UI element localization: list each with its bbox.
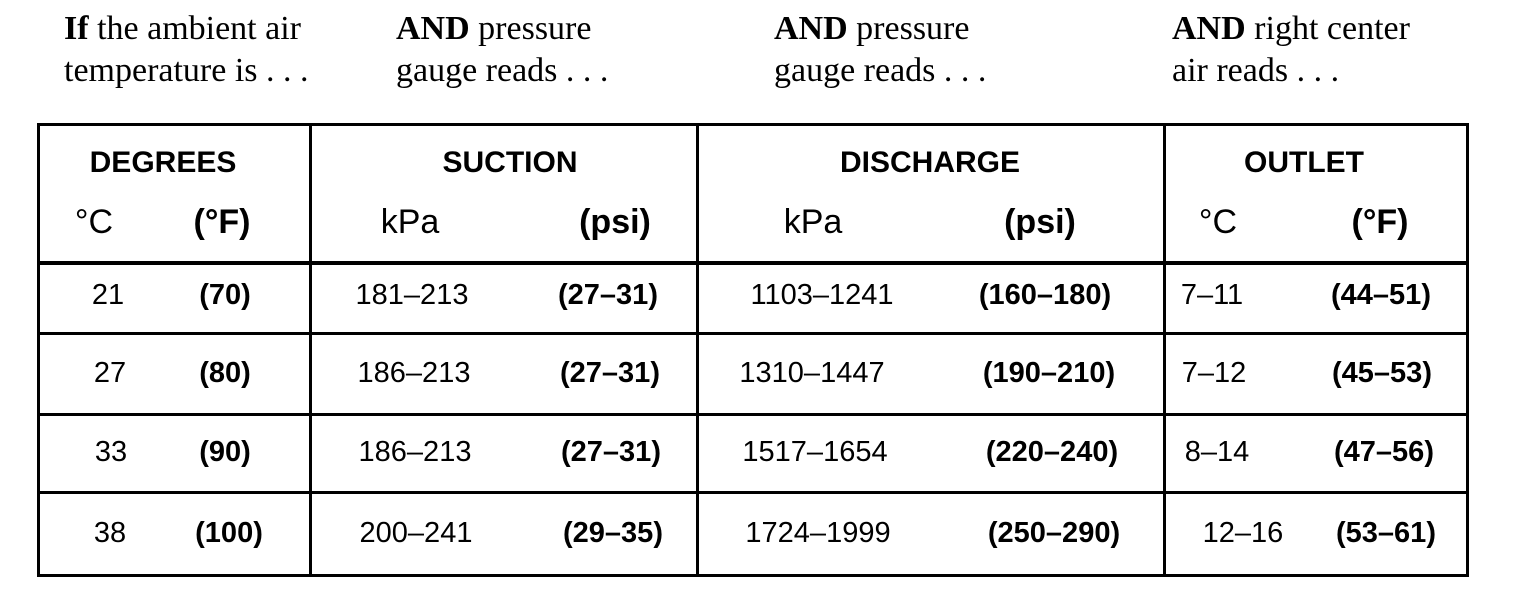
table-cell: (45–53) xyxy=(1332,357,1432,389)
caption-text: pressure xyxy=(469,10,592,47)
table-cell: 1103–1241 xyxy=(750,279,894,311)
caption-outlet-air xyxy=(1172,8,1410,92)
column-divider xyxy=(309,123,312,577)
table-cell: (29–35) xyxy=(563,517,663,549)
table-cell: 1517–1654 xyxy=(742,436,888,468)
table-cell: 7–11 xyxy=(1180,279,1244,311)
header-outlet: OUTLET xyxy=(1244,146,1364,179)
caption-suction-pressure xyxy=(396,8,608,92)
unit-celsius: °C xyxy=(1198,203,1238,241)
table-cell: (250–290) xyxy=(987,517,1121,549)
unit-psi: (psi) xyxy=(1004,203,1076,241)
table-cell: (27–31) xyxy=(560,357,660,389)
unit-celsius: °C xyxy=(74,203,114,241)
row-divider xyxy=(37,332,1469,335)
table-cell: 21 xyxy=(91,279,125,311)
caption-text: gauge reads . . . xyxy=(774,52,987,89)
header-discharge: DISCHARGE xyxy=(839,146,1021,179)
table-cell: (70) xyxy=(199,279,251,311)
unit-kpa: kPa xyxy=(783,203,843,241)
unit-fahrenheit: (°F) xyxy=(193,203,251,241)
header-degrees: DEGREES xyxy=(89,146,237,179)
caption-text: air reads . . . xyxy=(1172,52,1340,89)
table-cell: 186–213 xyxy=(357,357,471,389)
table-cell: (80) xyxy=(199,357,251,389)
caption-lead: AND xyxy=(396,10,470,47)
table-cell: 200–241 xyxy=(359,517,473,549)
table-cell: (220–240) xyxy=(985,436,1119,468)
table-cell: (27–31) xyxy=(558,279,658,311)
table-cell: 1310–1447 xyxy=(739,357,885,389)
column-divider xyxy=(1163,123,1166,577)
table-cell: (90) xyxy=(199,436,251,468)
table-cell: 1724–1999 xyxy=(745,517,891,549)
caption-lead: If xyxy=(64,10,89,47)
caption-text: temperature is . . . xyxy=(64,52,309,89)
header-suction: SUCTION xyxy=(442,146,578,179)
caption-text: the ambient air xyxy=(88,10,301,47)
table-cell: 12–16 xyxy=(1202,517,1284,549)
unit-kpa: kPa xyxy=(380,203,440,241)
table-cell: (47–56) xyxy=(1334,436,1434,468)
table-cell: 181–213 xyxy=(355,279,469,311)
table-cell: 186–213 xyxy=(358,436,472,468)
caption-discharge-pressure xyxy=(774,8,986,92)
table-cell: (27–31) xyxy=(561,436,661,468)
table-cell: 27 xyxy=(93,357,127,389)
row-divider xyxy=(37,413,1469,416)
performance-table xyxy=(37,123,1469,577)
table-cell: 38 xyxy=(93,517,127,549)
table-cell: 7–12 xyxy=(1181,357,1247,389)
caption-lead: AND xyxy=(1172,10,1246,47)
caption-text: right center xyxy=(1245,10,1410,47)
caption-lead: AND xyxy=(774,10,848,47)
caption-text: pressure xyxy=(847,10,970,47)
table-cell: (44–51) xyxy=(1331,279,1431,311)
table-cell: (53–61) xyxy=(1336,517,1436,549)
table-cell: 8–14 xyxy=(1184,436,1250,468)
unit-fahrenheit: (°F) xyxy=(1351,203,1409,241)
table-cell: (100) xyxy=(195,517,263,549)
column-divider xyxy=(696,123,699,577)
caption-text: gauge reads . . . xyxy=(396,52,609,89)
header-divider xyxy=(37,261,1469,265)
caption-ambient-temperature xyxy=(64,8,309,92)
table-cell: 33 xyxy=(94,436,128,468)
table-cell: (190–210) xyxy=(982,357,1116,389)
row-divider xyxy=(37,491,1469,494)
table-cell: (160–180) xyxy=(978,279,1112,311)
unit-psi: (psi) xyxy=(579,203,651,241)
